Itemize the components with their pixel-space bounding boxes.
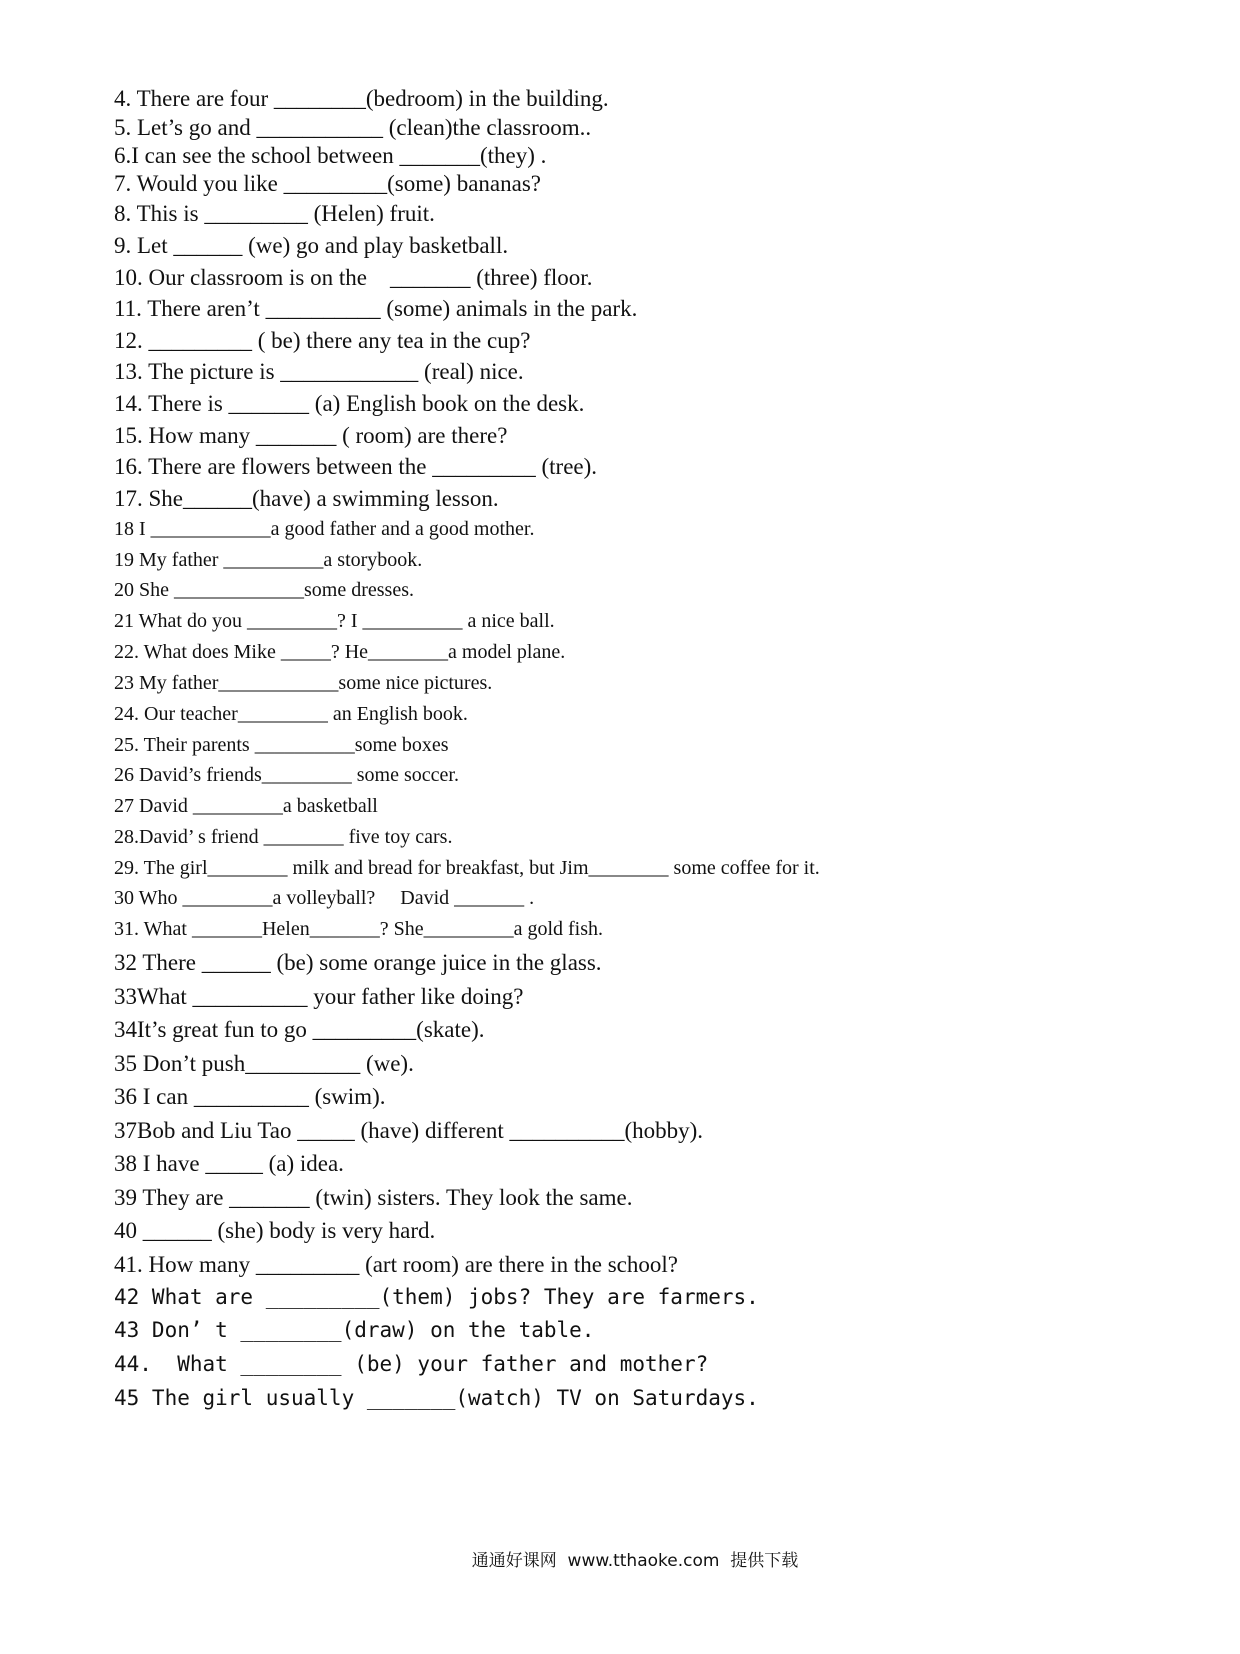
exercise-item-24: 24. Our teacher_________ an English book. [114,703,468,725]
exercise-item-40: 40 ______ (she) body is very hard. [114,1218,436,1243]
exercise-item-44: 44. What ________ (be) your father and mother? [114,1352,709,1376]
exercise-item-5: 5. Let’s go and ___________ (clean)the classroom.. [114,115,592,140]
footer-credit: 通通好课网 www.tthaoke.com 提供下载 [471,1551,799,1571]
exercise-item-33: 33What __________ your father like doing? [114,984,524,1009]
exercise-item-16: 16. There are flowers between the _________ (tree). [114,454,598,479]
exercise-item-20: 20 She _____________some dresses. [114,579,414,601]
exercise-item-34: 34It’s great fun to go _________(skate). [114,1017,485,1042]
exercise-item-25: 25. Their parents __________some boxes [114,734,449,756]
exercise-item-12: 12. _________ ( be) there any tea in the cup? [114,328,531,353]
exercise-item-4: 4. There are four ________(bedroom) in the building. [114,86,609,111]
exercise-item-7: 7. Would you like _________(some) bananas? [114,171,541,196]
exercise-item-45: 45 The girl usually _______(watch) TV on Saturdays. [114,1386,759,1410]
exercise-item-29: 29. The girl________ milk and bread for breakfast, but Jim________ some coffee for it. [114,857,820,879]
exercise-item-30: 30 Who _________a volleyball? David _______ . [114,887,535,909]
exercise-item-8: 8. This is _________ (Helen) fruit. [114,201,435,226]
exercise-item-11: 11. There aren’t __________ (some) animals in the park. [114,296,638,321]
exercise-item-13: 13. The picture is ____________ (real) nice. [114,359,524,384]
exercise-item-42: 42 What are _________(them) jobs? They are farmers. [114,1285,759,1309]
exercise-item-19: 19 My father __________a storybook. [114,549,423,571]
exercise-item-32: 32 There ______ (be) some orange juice in the glass. [114,950,602,975]
exercise-item-28: 28.David’ s friend ________ five toy cars. [114,826,453,848]
exercise-item-41: 41. How many _________ (art room) are there in the school? [114,1252,678,1277]
exercise-item-23: 23 My father____________some nice pictures. [114,672,493,694]
exercise-item-37: 37Bob and Liu Tao _____ (have) different __________(hobby). [114,1118,704,1143]
exercise-item-21: 21 What do you _________? I __________ a nice ball. [114,610,555,632]
exercise-item-27: 27 David _________a basketball [114,795,378,817]
exercise-item-35: 35 Don’t push__________ (we). [114,1051,414,1076]
exercise-item-36: 36 I can __________ (swim). [114,1084,386,1109]
exercise-item-39: 39 They are _______ (twin) sisters. They look the same. [114,1185,633,1210]
exercise-item-6: 6.I can see the school between _______(they) . [114,143,547,168]
exercise-item-18: 18 I ____________a good father and a good mother. [114,518,535,540]
exercise-item-38: 38 I have _____ (a) idea. [114,1151,344,1176]
exercise-item-15: 15. How many _______ ( room) are there? [114,423,508,448]
exercise-item-26: 26 David’s friends_________ some soccer. [114,764,459,786]
exercise-item-17: 17. She______(have) a swimming lesson. [114,486,499,511]
exercise-item-10: 10. Our classroom is on the _______ (three) floor. [114,265,593,290]
exercise-item-22: 22. What does Mike _____? He________a model plane. [114,641,566,663]
exercise-item-9: 9. Let ______ (we) go and play basketball. [114,233,509,258]
exercise-item-43: 43 Don’ t ________(draw) on the table. [114,1318,595,1342]
exercise-item-31: 31. What _______Helen_______? She_________a gold fish. [114,918,604,940]
exercise-item-14: 14. There is _______ (a) English book on the desk. [114,391,585,416]
